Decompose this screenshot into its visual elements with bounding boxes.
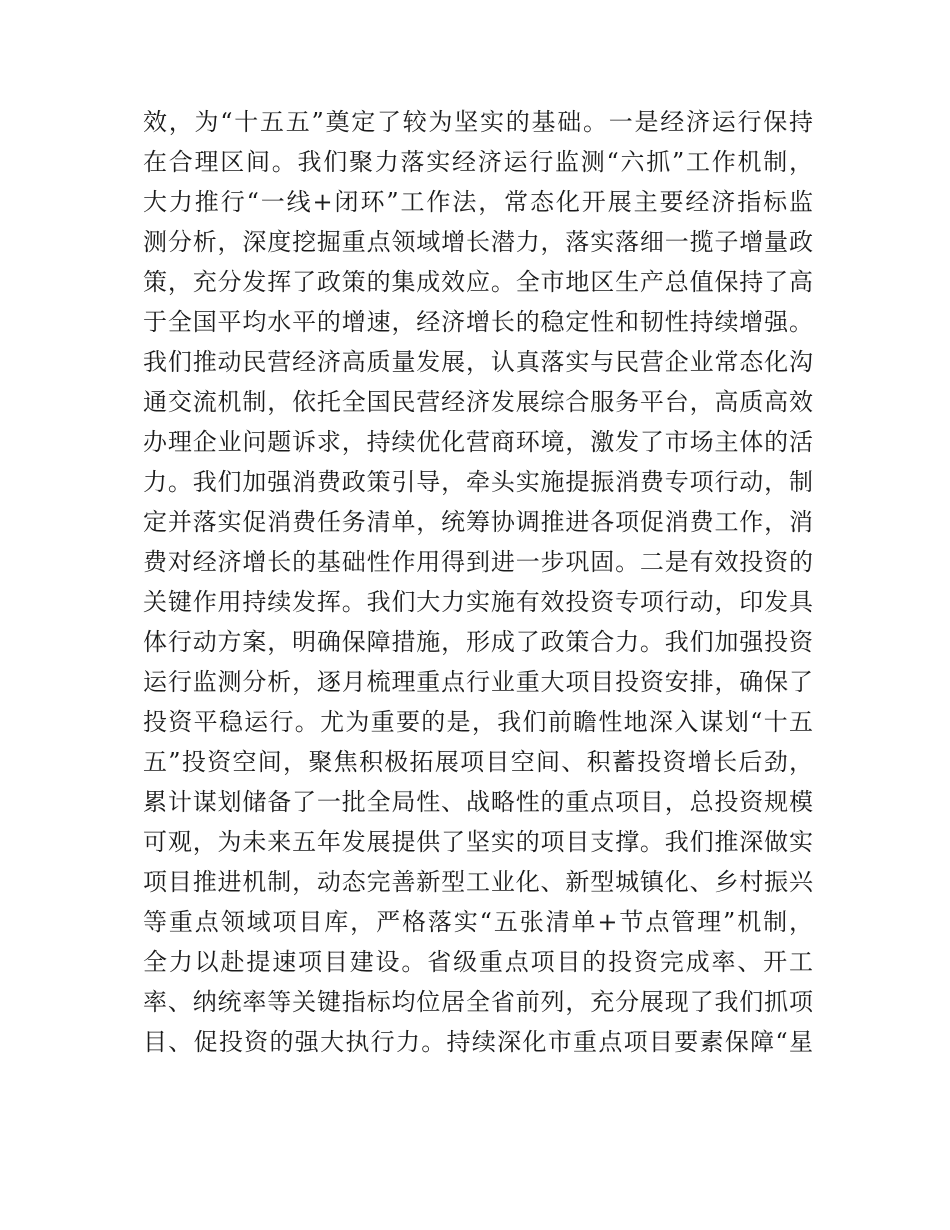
body-paragraph	[143, 102, 813, 1062]
text-line: 大力推行“一线+闭环”工作法，常态化开展主要经济指标监	[143, 188, 813, 216]
text-line: 五”投资空间，聚焦积极拓展项目空间、积蓄投资增长后劲，	[143, 748, 813, 776]
text-line: 办理企业问题诉求，持续优化营商环境，激发了市场主体的活	[143, 428, 813, 456]
text-line: 效，为“十五五”奠定了较为坚实的基础。一是经济运行保持	[143, 108, 813, 136]
text-line: 定并落实促消费任务清单，统筹协调推进各项促消费工作，消	[143, 508, 813, 536]
text-line: 目、促投资的强大执行力。持续深化市重点项目要素保障“星	[143, 1028, 813, 1056]
text-line: 率、纳统率等关键指标均位居全省前列，充分展现了我们抓项	[143, 988, 813, 1016]
text-line: 我们推动民营经济高质量发展，认真落实与民营企业常态化沟	[143, 348, 813, 376]
text-line: 可观，为未来五年发展提供了坚实的项目支撑。我们推深做实	[143, 828, 813, 856]
text-line: 测分析，深度挖掘重点领域增长潜力，落实落细一揽子增量政	[143, 228, 813, 256]
text-line: 策，充分发挥了政策的集成效应。全市地区生产总值保持了高	[143, 268, 813, 296]
text-line: 力。我们加强消费政策引导，牵头实施提振消费专项行动，制	[143, 468, 813, 496]
text-line: 通交流机制，依托全国民营经济发展综合服务平台，高质高效	[143, 388, 813, 416]
text-line: 累计谋划储备了一批全局性、战略性的重点项目，总投资规模	[143, 788, 813, 816]
text-line: 运行监测分析，逐月梳理重点行业重大项目投资安排，确保了	[143, 668, 813, 696]
text-line: 项目推进机制，动态完善新型工业化、新型城镇化、乡村振兴	[143, 868, 813, 896]
text-line: 关键作用持续发挥。我们大力实施有效投资专项行动，印发具	[143, 588, 813, 616]
text-line: 投资平稳运行。尤为重要的是，我们前瞻性地深入谋划“十五	[143, 708, 813, 736]
text-line: 等重点领域项目库，严格落实“五张清单+节点管理”机制，	[143, 908, 813, 936]
text-line: 全力以赴提速项目建设。省级重点项目的投资完成率、开工	[143, 948, 813, 976]
text-line: 费对经济增长的基础性作用得到进一步巩固。二是有效投资的	[143, 548, 813, 576]
text-line: 体行动方案，明确保障措施，形成了政策合力。我们加强投资	[143, 628, 813, 656]
text-line: 于全国平均水平的增速，经济增长的稳定性和韧性持续增强。	[143, 308, 813, 336]
text-line: 在合理区间。我们聚力落实经济运行监测“六抓”工作机制，	[143, 148, 813, 176]
